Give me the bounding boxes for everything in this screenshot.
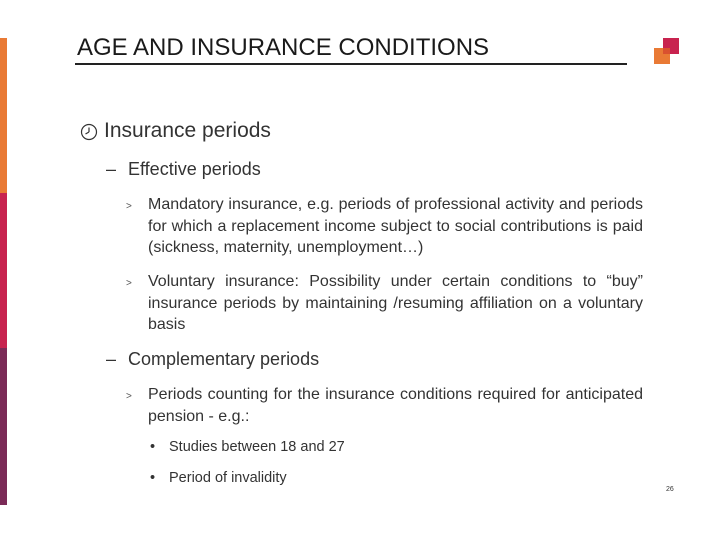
brand-logo xyxy=(654,38,682,64)
list-item-text: Voluntary insurance: Possibility under certain conditions to “buy” insurance periods by maintaining /resuming affiliation on a voluntary basis xyxy=(148,273,643,333)
example-text: Period of invalidity xyxy=(169,470,287,486)
accent-bar-plum xyxy=(0,348,7,505)
dot-bullet: • xyxy=(150,470,156,486)
heading-text: Insurance periods xyxy=(104,119,271,142)
example-item xyxy=(150,470,287,486)
example-text: Studies between 18 and 27 xyxy=(169,439,345,455)
subheading-complementary-label: Complementary periods xyxy=(128,349,320,369)
logo-square-overlap xyxy=(663,48,670,54)
accent-bar-orange xyxy=(0,38,7,193)
page-number: 26 xyxy=(666,486,674,493)
subheading-complementary xyxy=(106,349,319,370)
dash-bullet: – xyxy=(106,159,117,179)
example-item xyxy=(150,439,345,455)
accent-bar-crimson xyxy=(0,193,7,348)
dot-bullet: • xyxy=(150,439,156,455)
list-item xyxy=(126,384,643,427)
dash-bullet: – xyxy=(106,349,117,369)
list-item-text: Periods counting for the insurance conditions required for anticipated pension - e.g.: xyxy=(148,386,643,425)
heading-insurance-periods xyxy=(80,119,271,143)
chevron-right-icon: > xyxy=(126,391,132,402)
chevron-right-icon: > xyxy=(126,201,132,212)
list-item xyxy=(126,271,643,336)
chevron-right-icon: > xyxy=(126,278,132,289)
list-item xyxy=(126,194,643,259)
subheading-effective-label: Effective periods xyxy=(128,159,261,179)
slide-title: AGE AND INSURANCE CONDITIONS xyxy=(77,34,490,61)
clock-icon xyxy=(80,123,98,141)
list-item-text: Mandatory insurance, e.g. periods of professional activity and periods for which a replacement income subject to social contributions is paid (sickness, maternity, unemployment…) xyxy=(148,196,643,256)
subheading-effective xyxy=(106,159,261,180)
title-underline xyxy=(75,63,627,65)
